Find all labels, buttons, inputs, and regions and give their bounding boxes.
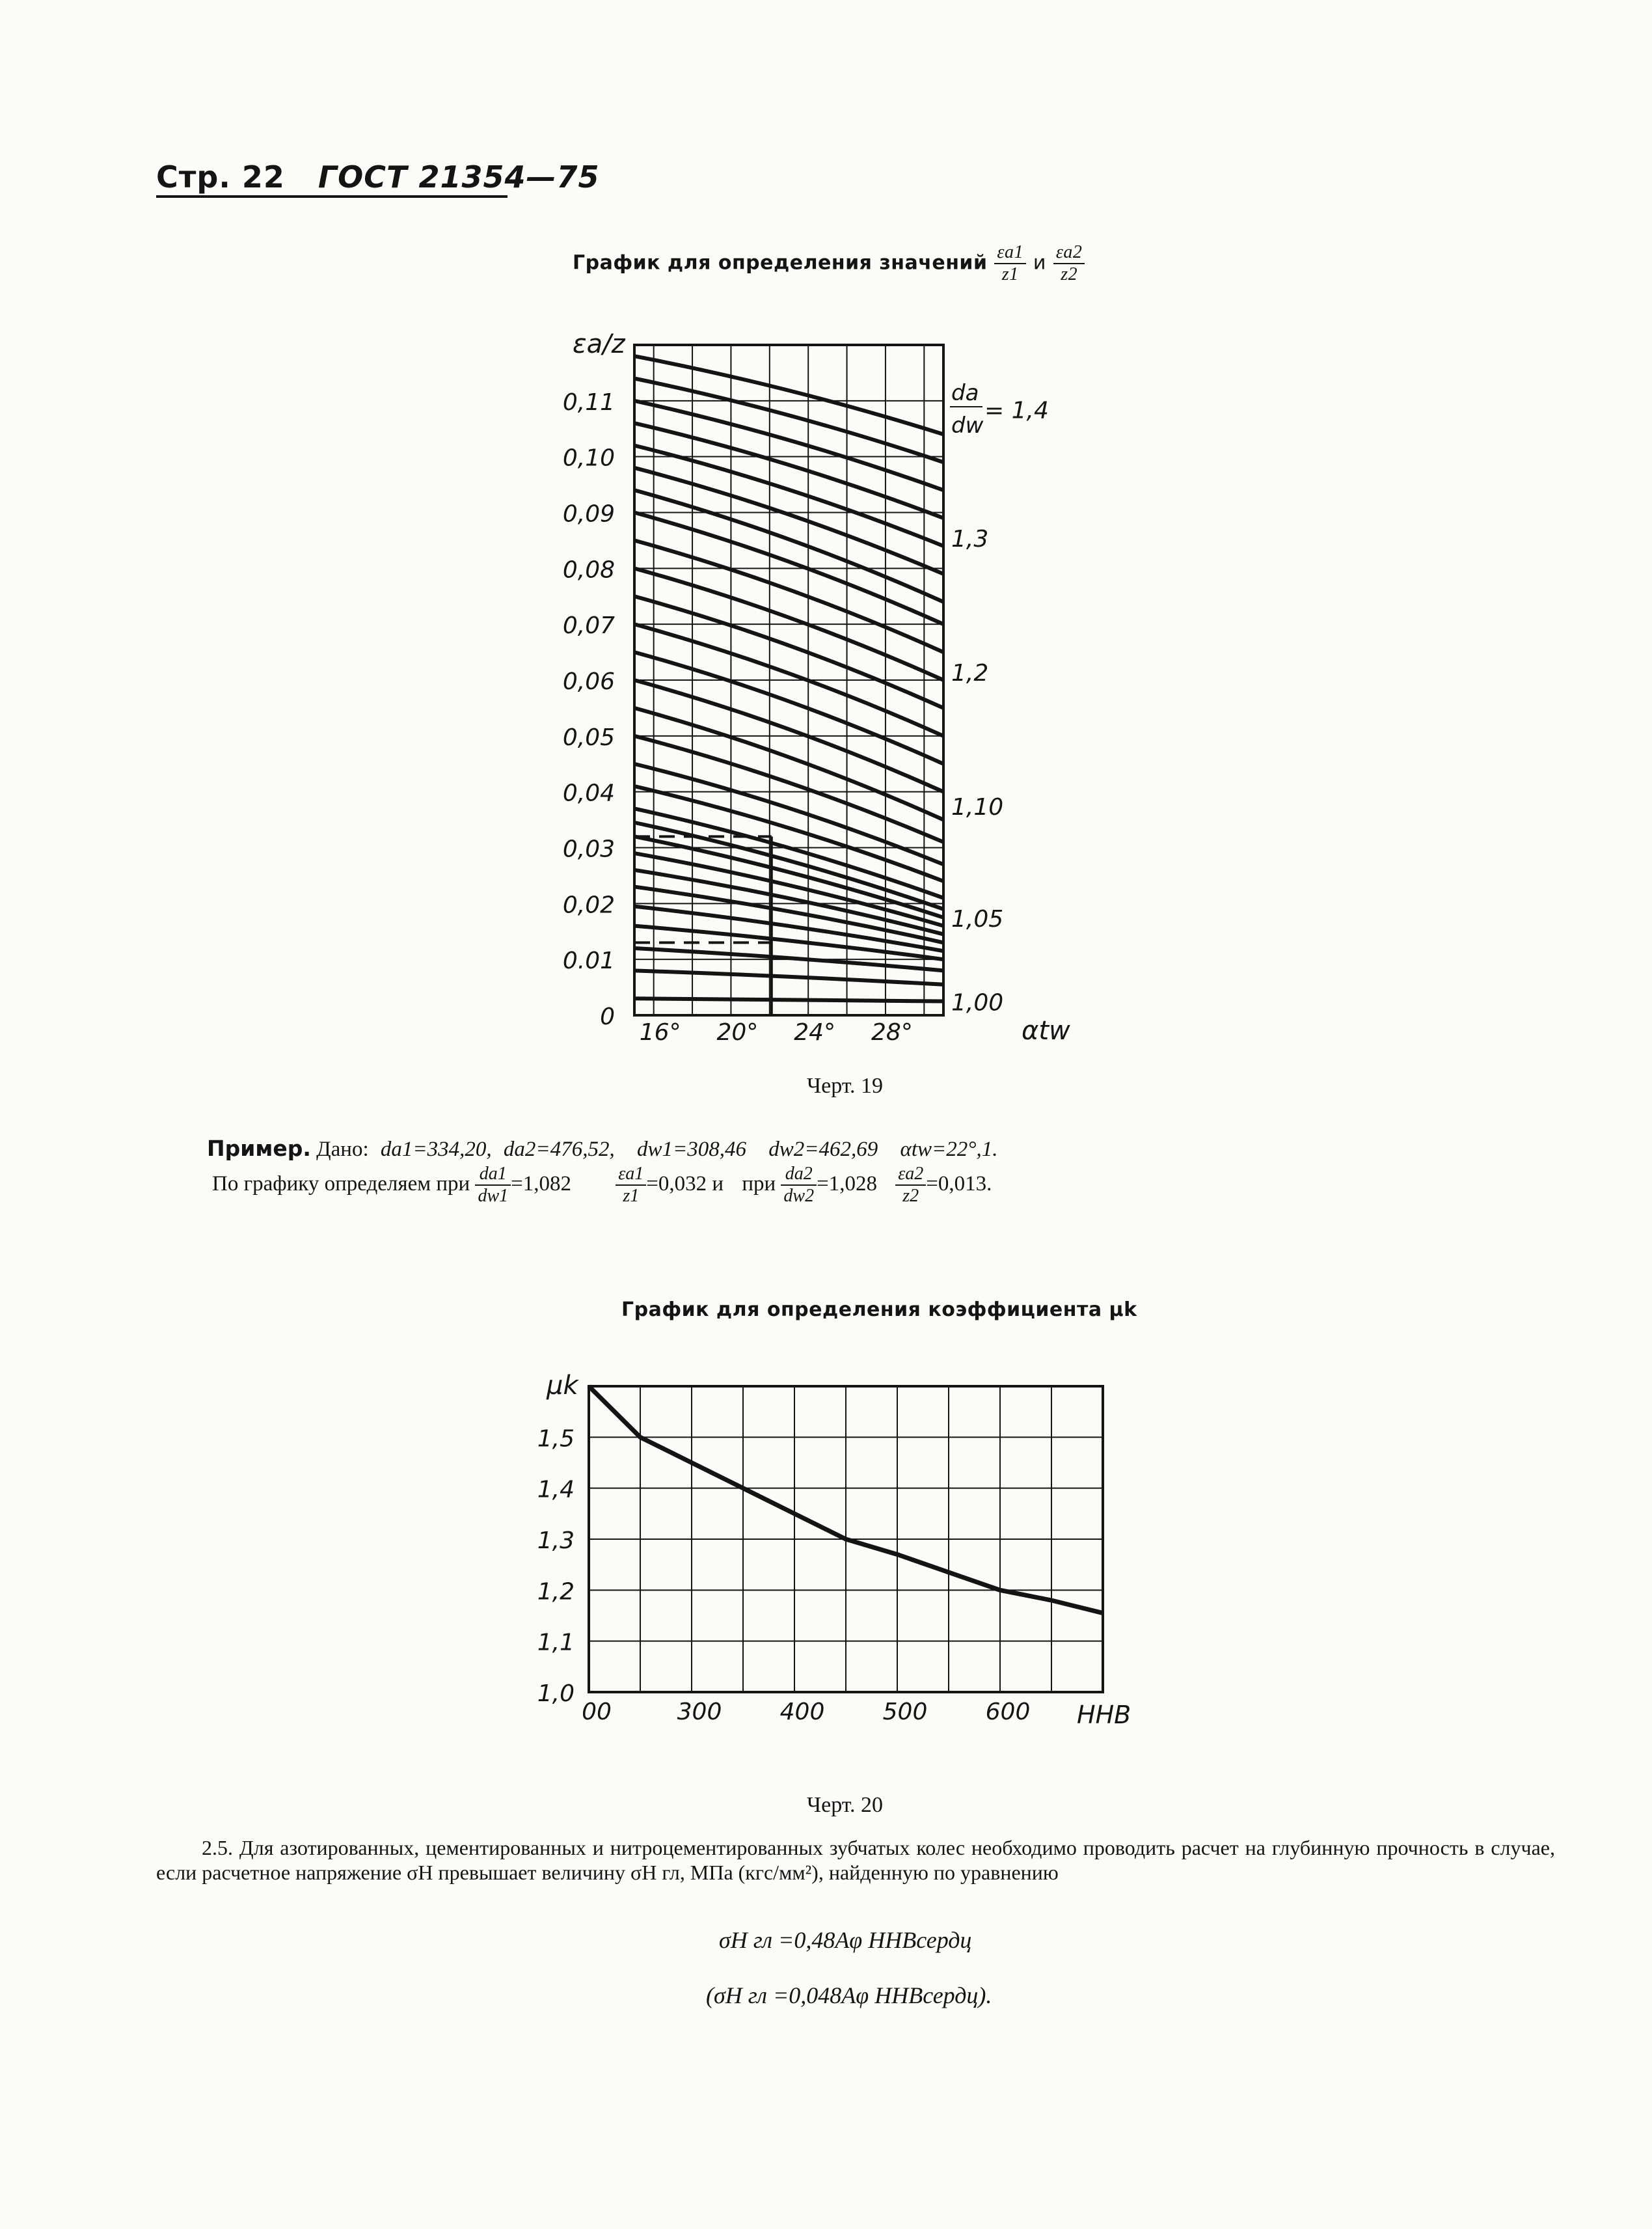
chart19-frac2: $\frac{\varepsilon a2}{z2}$	[1053, 242, 1085, 285]
chart19-curve	[634, 356, 943, 434]
example-ratio2-value: =1,028	[817, 1171, 877, 1196]
formula-2: (σH гл =0,048Aφ HHBсердц).	[706, 1982, 992, 2008]
chart20-title: График для определения коэффициента μk	[621, 1298, 1137, 1321]
chart19-y-tick-label: 0,04	[562, 780, 615, 807]
chart20-plot	[521, 1367, 1145, 1744]
section-2-5-text: 2.5. Для азотированных, цементированных и нитроцементированных зубчатых колес необходимо проводить расчет на глубинную прочность в случае, если расчетное напряжение σH превышает величину σH гл, МПа (кгс/мм²), найденную по уравнению	[156, 1836, 1555, 1884]
chart19-x-tick-label: 16°	[639, 1019, 681, 1046]
page-header	[156, 159, 600, 195]
example-dw1: dw1=308,46	[636, 1138, 746, 1161]
example-ratio1: $\frac{da1}{dw1}$	[475, 1164, 511, 1207]
chart20-y-tick-label: 1,0	[537, 1680, 575, 1707]
chart19-conj: и	[1033, 251, 1046, 275]
ratio-denominator: dw	[951, 413, 984, 439]
chart20-x-tick-label: 500	[882, 1699, 928, 1725]
example-lead: Пример.	[207, 1136, 311, 1161]
example-da1: da1=334,20,	[380, 1138, 492, 1161]
example-ratio2: $\frac{da2}{dw2}$	[781, 1164, 817, 1207]
example-mid: при	[742, 1171, 776, 1196]
chart19-curve	[634, 540, 943, 652]
chart19-right-label: 1,3	[951, 526, 989, 553]
chart19-x-tick-labels	[640, 1019, 913, 1046]
chart19-plot	[553, 325, 1139, 1061]
chart19-right-label: 1,00	[951, 989, 1004, 1017]
example-line-2	[212, 1164, 992, 1207]
chart19-y-tick-label: 0,08	[562, 556, 615, 584]
example-eps2: $\frac{\varepsilon a2}{z2}$	[895, 1164, 926, 1207]
example-atw: αtw=22°,1.	[900, 1138, 998, 1161]
chart19-y-tick-label: 0,05	[562, 724, 615, 751]
chart19-curve	[634, 708, 943, 820]
chart19-x-tick-label: 28°	[871, 1019, 913, 1046]
chart20-x-tick-labels	[582, 1699, 1030, 1725]
chart20-y-tick-labels	[537, 1425, 575, 1707]
chart19-y-tick-label: 0,03	[562, 836, 615, 863]
chart19-y-tick-label: 0,07	[562, 612, 615, 640]
example-line-1	[207, 1136, 997, 1162]
chart20-y-tick-label: 1,5	[537, 1425, 575, 1453]
chart19-title	[573, 242, 1085, 285]
chart19-y-tick-label: 0.01	[562, 948, 615, 975]
chart19-y-tick-label: 0	[600, 1004, 615, 1030]
chart19-curve	[634, 596, 943, 708]
example-eps1-value: =0,032 и	[646, 1171, 724, 1196]
chart20-y-tick-label: 1,3	[537, 1527, 575, 1554]
chart19-y-tick-label: 0,11	[562, 389, 615, 416]
example-eps1: $\frac{\varepsilon a1}{z1}$	[616, 1164, 646, 1207]
chart19-y-tick-label: 0,06	[562, 668, 615, 695]
chart19-right-label: = 1,4	[984, 397, 1049, 424]
chart19-curve	[634, 490, 943, 602]
chart19-curve	[634, 998, 943, 1001]
chart20-y-axis-label: μk	[547, 1371, 578, 1401]
chart19-y-tick-label: 0,02	[562, 892, 615, 919]
chart19-curve	[634, 446, 943, 547]
chart20-y-tick-label: 1,2	[537, 1578, 575, 1606]
chart20-x-tick-label: 300	[677, 1699, 722, 1725]
chart20-caption: Черт. 20	[807, 1793, 884, 1817]
chart19-y-tick-labels	[563, 389, 615, 1030]
chart19-curve	[634, 468, 943, 574]
example-given: Дано:	[316, 1138, 369, 1161]
header-rule	[156, 195, 508, 198]
chart19-title-text: График для определения значений	[573, 251, 988, 275]
formula-1: σH гл =0,48Aφ HHBсердц	[719, 1927, 972, 1953]
chart19-right-label: 1,05	[951, 905, 1004, 933]
example-line2-text: По графику определяем при	[212, 1171, 470, 1196]
chart20-x-tick-label: 00	[582, 1699, 612, 1725]
chart20-x-tick-label: 400	[779, 1699, 825, 1725]
example-dw2: dw2=462,69	[768, 1138, 878, 1161]
example-eps2-value: =0,013.	[926, 1171, 992, 1196]
chart19-frac1: $\frac{\varepsilon a1}{z1}$	[994, 242, 1026, 285]
chart19-curve	[634, 970, 943, 984]
chart19-y-axis-label: εa/z	[573, 329, 625, 359]
ratio-numerator: da	[951, 380, 979, 406]
chart19-right-label: 1,2	[951, 660, 989, 687]
chart19-caption: Черт. 19	[807, 1074, 884, 1098]
chart19-right-label: 1,10	[951, 794, 1004, 821]
example-ratio1-value: =1,082	[511, 1171, 571, 1196]
standard-number: ГОСТ 21354—75	[318, 159, 600, 195]
chart20-x-axis-label: HHB	[1077, 1701, 1131, 1729]
chart20-x-tick-label: 600	[985, 1699, 1031, 1725]
chart20-y-tick-label: 1,4	[537, 1476, 575, 1503]
chart19-x-tick-label: 20°	[716, 1019, 759, 1046]
chart19-x-tick-label: 24°	[794, 1019, 836, 1046]
example-da2: da2=476,52,	[503, 1138, 615, 1161]
chart19-x-axis-label: αtw	[1022, 1016, 1070, 1046]
chart19-y-tick-label: 0,10	[562, 444, 615, 472]
chart19-curves	[634, 356, 943, 1001]
page-number: Стр. 22	[156, 159, 285, 195]
chart19-y-tick-label: 0,09	[562, 500, 615, 528]
chart19-ratio-fraction	[950, 380, 984, 439]
chart20-y-tick-label: 1,1	[537, 1629, 575, 1656]
chart19-right-labels	[951, 398, 1049, 1017]
